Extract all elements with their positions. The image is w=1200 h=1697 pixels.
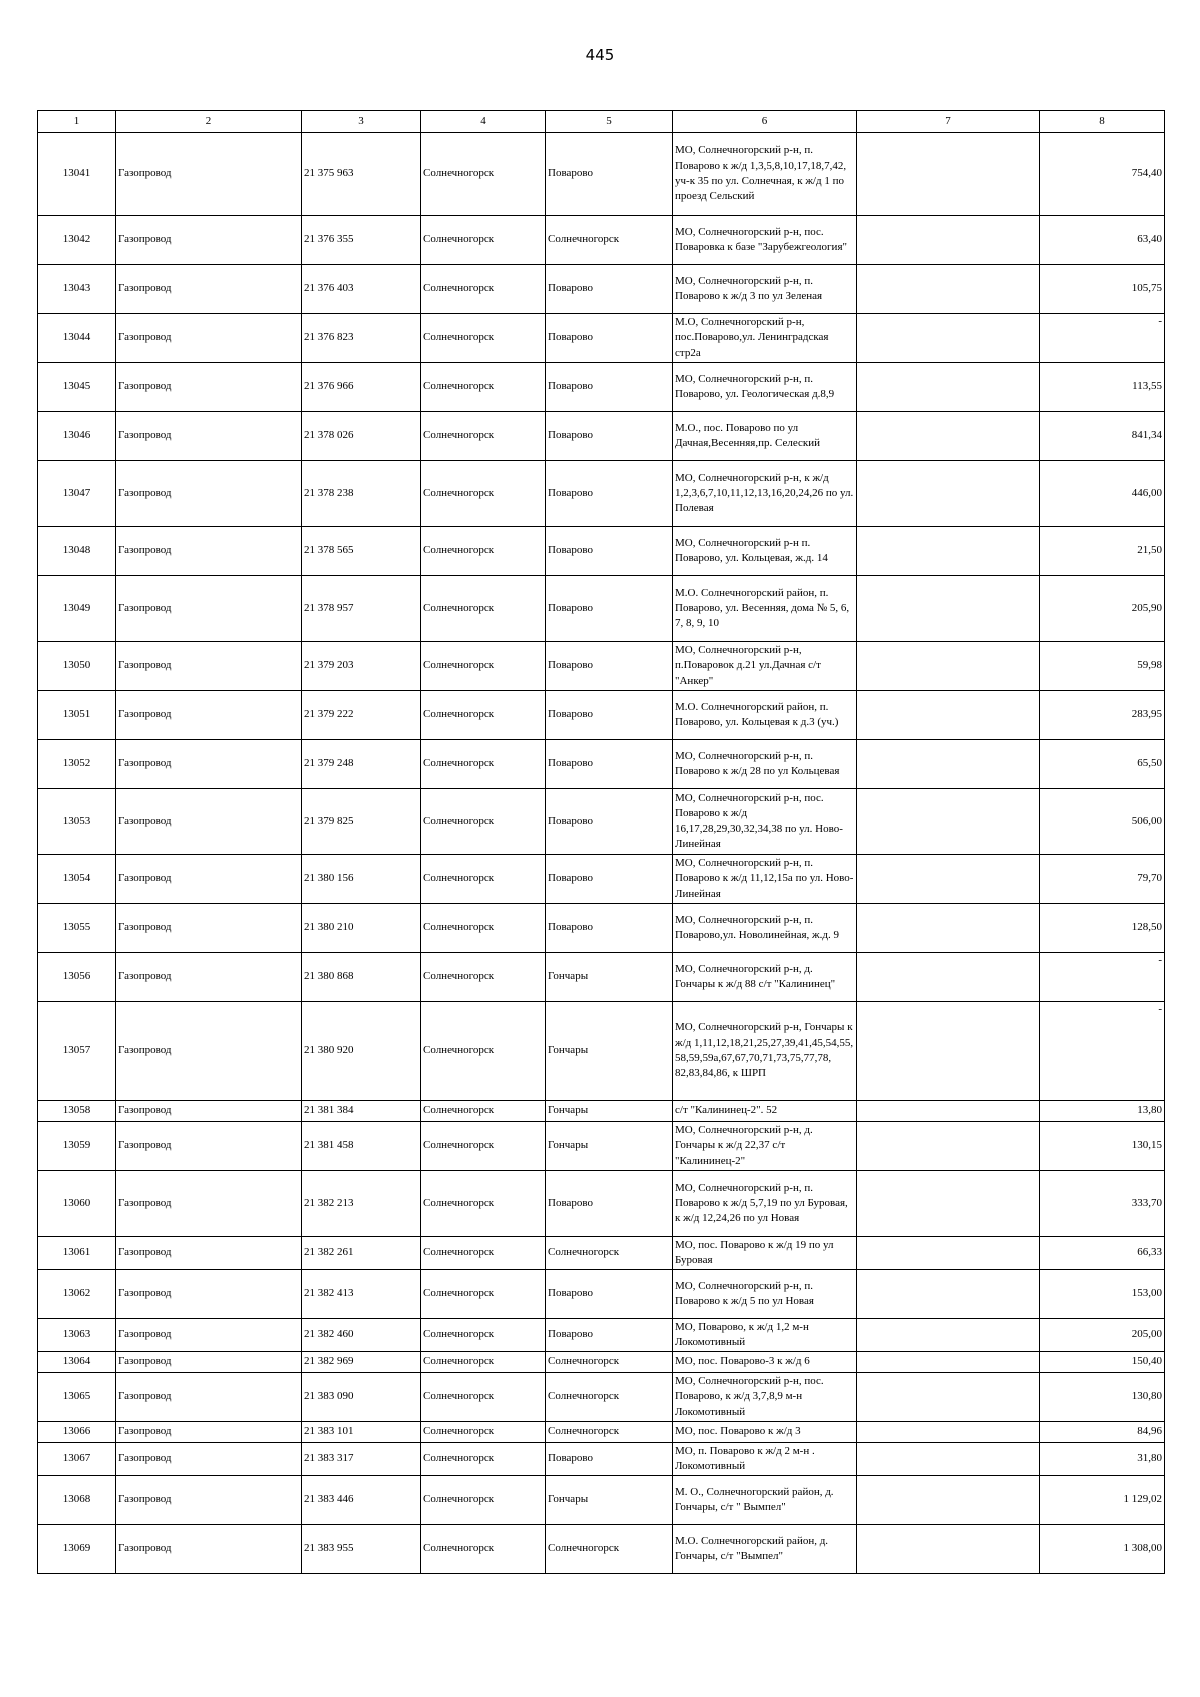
value-cell: 31,80 xyxy=(1040,1443,1165,1476)
locality-cell: Поварово xyxy=(546,314,673,363)
value-cell: 506,00 xyxy=(1040,789,1165,855)
table-row xyxy=(38,1443,1165,1476)
table-row xyxy=(38,789,1165,855)
district-cell: Солнечногорск xyxy=(421,216,546,265)
address-cell: МО, пос. Поварово-3 к ж/д 6 xyxy=(673,1352,857,1373)
locality-cell: Поварово xyxy=(546,855,673,904)
object-code-cell: 21 378 565 xyxy=(302,527,421,576)
column-7-cell xyxy=(857,314,1040,363)
value-cell: 150,40 xyxy=(1040,1352,1165,1373)
value-cell: - xyxy=(1040,1002,1165,1101)
object-code-cell: 21 380 920 xyxy=(302,1002,421,1101)
table-row xyxy=(38,904,1165,953)
column-7-cell xyxy=(857,1002,1040,1101)
object-type-cell: Газопровод xyxy=(116,265,302,314)
district-cell: Солнечногорск xyxy=(421,1352,546,1373)
locality-cell: Солнечногорск xyxy=(546,1352,673,1373)
object-type-cell: Газопровод xyxy=(116,1352,302,1373)
table-row xyxy=(38,691,1165,740)
district-cell: Солнечногорск xyxy=(421,461,546,527)
locality-cell: Поварово xyxy=(546,527,673,576)
locality-cell: Поварово xyxy=(546,363,673,412)
column-7-cell xyxy=(857,1525,1040,1574)
object-type-cell: Газопровод xyxy=(116,133,302,216)
page-number: 445 xyxy=(585,46,615,64)
row-number-cell: 13046 xyxy=(38,412,116,461)
locality-cell: Поварово xyxy=(546,789,673,855)
row-number-cell: 13041 xyxy=(38,133,116,216)
object-type-cell: Газопровод xyxy=(116,461,302,527)
value-cell: 79,70 xyxy=(1040,855,1165,904)
column-header: 3 xyxy=(302,111,421,133)
object-code-cell: 21 382 460 xyxy=(302,1319,421,1352)
column-7-cell xyxy=(857,363,1040,412)
value-cell: 283,95 xyxy=(1040,691,1165,740)
column-7-cell xyxy=(857,1373,1040,1422)
district-cell: Солнечногорск xyxy=(421,1237,546,1270)
district-cell: Солнечногорск xyxy=(421,642,546,691)
table-row xyxy=(38,855,1165,904)
address-cell: МО, Солнечногорский р-н, п. Поварово к ж/д 1,3,5,8,10,17,18,7,42, уч-к 35 по ул. Солнечная, к ж/д 1 по проезд Сельский xyxy=(673,133,857,216)
value-cell: - xyxy=(1040,314,1165,363)
row-number-cell: 13048 xyxy=(38,527,116,576)
table-row xyxy=(38,1319,1165,1352)
object-type-cell: Газопровод xyxy=(116,1525,302,1574)
district-cell: Солнечногорск xyxy=(421,1002,546,1101)
row-number-cell: 13052 xyxy=(38,740,116,789)
district-cell: Солнечногорск xyxy=(421,1101,546,1122)
value-cell: 1 308,00 xyxy=(1040,1525,1165,1574)
district-cell: Солнечногорск xyxy=(421,363,546,412)
object-type-cell: Газопровод xyxy=(116,642,302,691)
table-row xyxy=(38,314,1165,363)
locality-cell: Поварово xyxy=(546,265,673,314)
table-row xyxy=(38,1101,1165,1122)
locality-cell: Поварово xyxy=(546,133,673,216)
value-cell: 130,15 xyxy=(1040,1122,1165,1171)
table-row xyxy=(38,216,1165,265)
address-cell: МО, Солнечногорский р-н, п. Поварово,ул. Новолинейная, ж.д. 9 xyxy=(673,904,857,953)
value-cell: 21,50 xyxy=(1040,527,1165,576)
object-code-cell: 21 381 384 xyxy=(302,1101,421,1122)
value-cell: - xyxy=(1040,953,1165,1002)
row-number-cell: 13043 xyxy=(38,265,116,314)
object-type-cell: Газопровод xyxy=(116,904,302,953)
object-code-cell: 21 383 955 xyxy=(302,1525,421,1574)
address-cell: М. О., Солнечногорский район, д. Гончары, с/т " Вымпел" xyxy=(673,1476,857,1525)
value-cell: 153,00 xyxy=(1040,1270,1165,1319)
row-number-cell: 13059 xyxy=(38,1122,116,1171)
column-7-cell xyxy=(857,1319,1040,1352)
object-type-cell: Газопровод xyxy=(116,1443,302,1476)
column-7-cell xyxy=(857,1237,1040,1270)
column-header: 1 xyxy=(38,111,116,133)
row-number-cell: 13053 xyxy=(38,789,116,855)
locality-cell: Гончары xyxy=(546,953,673,1002)
object-code-cell: 21 378 026 xyxy=(302,412,421,461)
district-cell: Солнечногорск xyxy=(421,576,546,642)
address-cell: МО, Солнечногорский р-н, пос. Поварово к ж/д 16,17,28,29,30,32,34,38 по ул. Ново-Линейная xyxy=(673,789,857,855)
locality-cell: Гончары xyxy=(546,1122,673,1171)
column-header: 5 xyxy=(546,111,673,133)
address-cell: с/т "Калининец-2". 52 xyxy=(673,1101,857,1122)
district-cell: Солнечногорск xyxy=(421,1443,546,1476)
row-number-cell: 13055 xyxy=(38,904,116,953)
row-number-cell: 13065 xyxy=(38,1373,116,1422)
locality-cell: Поварово xyxy=(546,904,673,953)
column-7-cell xyxy=(857,904,1040,953)
object-type-cell: Газопровод xyxy=(116,1002,302,1101)
row-number-cell: 13047 xyxy=(38,461,116,527)
locality-cell: Поварово xyxy=(546,1270,673,1319)
value-cell: 205,90 xyxy=(1040,576,1165,642)
column-7-cell xyxy=(857,1422,1040,1443)
object-code-cell: 21 379 222 xyxy=(302,691,421,740)
locality-cell: Гончары xyxy=(546,1101,673,1122)
value-cell: 63,40 xyxy=(1040,216,1165,265)
address-cell: М.О., пос. Поварово по ул Дачная,Весенняя,пр. Селеский xyxy=(673,412,857,461)
object-type-cell: Газопровод xyxy=(116,412,302,461)
object-type-cell: Газопровод xyxy=(116,691,302,740)
row-number-cell: 13062 xyxy=(38,1270,116,1319)
object-code-cell: 21 376 823 xyxy=(302,314,421,363)
district-cell: Солнечногорск xyxy=(421,527,546,576)
table-row xyxy=(38,527,1165,576)
district-cell: Солнечногорск xyxy=(421,133,546,216)
value-cell: 59,98 xyxy=(1040,642,1165,691)
object-type-cell: Газопровод xyxy=(116,1373,302,1422)
column-7-cell xyxy=(857,576,1040,642)
address-cell: МО, Солнечногорский р-н, п. Поварово к ж/д 3 по ул Зеленая xyxy=(673,265,857,314)
column-7-cell xyxy=(857,1171,1040,1237)
table-row xyxy=(38,1171,1165,1237)
object-type-cell: Газопровод xyxy=(116,1476,302,1525)
header-row xyxy=(38,111,1165,133)
column-7-cell xyxy=(857,953,1040,1002)
address-cell: МО, Поварово, к ж/д 1,2 м-н Локомотивный xyxy=(673,1319,857,1352)
locality-cell: Поварово xyxy=(546,1443,673,1476)
locality-cell: Поварово xyxy=(546,740,673,789)
column-header: 7 xyxy=(857,111,1040,133)
locality-cell: Гончары xyxy=(546,1002,673,1101)
address-cell: МО, п. Поварово к ж/д 2 м-н . Локомотивный xyxy=(673,1443,857,1476)
object-code-cell: 21 383 101 xyxy=(302,1422,421,1443)
district-cell: Солнечногорск xyxy=(421,1171,546,1237)
district-cell: Солнечногорск xyxy=(421,1319,546,1352)
column-7-cell xyxy=(857,265,1040,314)
object-code-cell: 21 382 213 xyxy=(302,1171,421,1237)
locality-cell: Поварово xyxy=(546,691,673,740)
address-cell: МО, Солнечногорский р-н, д. Гончары к ж/д 22,37 с/т "Калининец-2" xyxy=(673,1122,857,1171)
object-type-cell: Газопровод xyxy=(116,953,302,1002)
locality-cell: Солнечногорск xyxy=(546,1237,673,1270)
value-cell: 130,80 xyxy=(1040,1373,1165,1422)
table-row xyxy=(38,133,1165,216)
column-7-cell xyxy=(857,1443,1040,1476)
district-cell: Солнечногорск xyxy=(421,1525,546,1574)
address-cell: МО, Солнечногорский р-н, д. Гончары к ж/д 88 с/т "Калининец" xyxy=(673,953,857,1002)
object-code-cell: 21 379 825 xyxy=(302,789,421,855)
registry-table xyxy=(37,110,1165,1574)
table-row xyxy=(38,740,1165,789)
row-number-cell: 13044 xyxy=(38,314,116,363)
column-7-cell xyxy=(857,1122,1040,1171)
locality-cell: Солнечногорск xyxy=(546,1422,673,1443)
row-number-cell: 13068 xyxy=(38,1476,116,1525)
value-cell: 13,80 xyxy=(1040,1101,1165,1122)
column-7-cell xyxy=(857,691,1040,740)
district-cell: Солнечногорск xyxy=(421,855,546,904)
address-cell: МО, Солнечногорский р-н п. Поварово, ул. Кольцевая, ж.д. 14 xyxy=(673,527,857,576)
column-7-cell xyxy=(857,133,1040,216)
address-cell: МО, Солнечногорский р-н, п. Поварово к ж/д 5 по ул Новая xyxy=(673,1270,857,1319)
column-7-cell xyxy=(857,1101,1040,1122)
value-cell: 105,75 xyxy=(1040,265,1165,314)
object-code-cell: 21 376 403 xyxy=(302,265,421,314)
value-cell: 1 129,02 xyxy=(1040,1476,1165,1525)
address-cell: М.О. Солнечногорский район, п. Поварово, ул. Кольцевая к д.3 (уч.) xyxy=(673,691,857,740)
object-type-cell: Газопровод xyxy=(116,1319,302,1352)
locality-cell: Солнечногорск xyxy=(546,1525,673,1574)
object-code-cell: 21 382 261 xyxy=(302,1237,421,1270)
locality-cell: Поварово xyxy=(546,1319,673,1352)
district-cell: Солнечногорск xyxy=(421,691,546,740)
object-code-cell: 21 380 156 xyxy=(302,855,421,904)
object-code-cell: 21 378 238 xyxy=(302,461,421,527)
locality-cell: Поварово xyxy=(546,576,673,642)
row-number-cell: 13056 xyxy=(38,953,116,1002)
object-type-cell: Газопровод xyxy=(116,576,302,642)
object-code-cell: 21 383 090 xyxy=(302,1373,421,1422)
row-number-cell: 13050 xyxy=(38,642,116,691)
district-cell: Солнечногорск xyxy=(421,1122,546,1171)
value-cell: 84,96 xyxy=(1040,1422,1165,1443)
value-cell: 754,40 xyxy=(1040,133,1165,216)
object-code-cell: 21 381 458 xyxy=(302,1122,421,1171)
column-7-cell xyxy=(857,642,1040,691)
address-cell: МО, Солнечногорский р-н, п. Поварово к ж/д 28 по ул Кольцевая xyxy=(673,740,857,789)
object-type-cell: Газопровод xyxy=(116,1122,302,1171)
district-cell: Солнечногорск xyxy=(421,265,546,314)
object-code-cell: 21 376 355 xyxy=(302,216,421,265)
column-7-cell xyxy=(857,527,1040,576)
object-type-cell: Газопровод xyxy=(116,740,302,789)
table-row xyxy=(38,1352,1165,1373)
column-7-cell xyxy=(857,1476,1040,1525)
column-7-cell xyxy=(857,855,1040,904)
row-number-cell: 13054 xyxy=(38,855,116,904)
address-cell: МО, Солнечногорский р-н, п. Поварово, ул. Геологическая д.8,9 xyxy=(673,363,857,412)
locality-cell: Поварово xyxy=(546,642,673,691)
table-row xyxy=(38,461,1165,527)
address-cell: МО, пос. Поварово к ж/д 3 xyxy=(673,1422,857,1443)
row-number-cell: 13045 xyxy=(38,363,116,412)
column-7-cell xyxy=(857,1270,1040,1319)
object-code-cell: 21 382 969 xyxy=(302,1352,421,1373)
row-number-cell: 13066 xyxy=(38,1422,116,1443)
locality-cell: Гончары xyxy=(546,1476,673,1525)
district-cell: Солнечногорск xyxy=(421,1422,546,1443)
object-type-cell: Газопровод xyxy=(116,216,302,265)
column-7-cell xyxy=(857,1352,1040,1373)
address-cell: МО, Солнечногорский р-н, пос. Поваровка к базе "Зарубежгеология" xyxy=(673,216,857,265)
address-cell: МО, Солнечногорский р-н, пос. Поварово, к ж/д 3,7,8,9 м-н Локомотивный xyxy=(673,1373,857,1422)
table-row xyxy=(38,1373,1165,1422)
row-number-cell: 13051 xyxy=(38,691,116,740)
object-type-cell: Газопровод xyxy=(116,855,302,904)
row-number-cell: 13061 xyxy=(38,1237,116,1270)
column-header: 2 xyxy=(116,111,302,133)
district-cell: Солнечногорск xyxy=(421,1373,546,1422)
row-number-cell: 13060 xyxy=(38,1171,116,1237)
value-cell: 113,55 xyxy=(1040,363,1165,412)
locality-cell: Поварово xyxy=(546,1171,673,1237)
value-cell: 333,70 xyxy=(1040,1171,1165,1237)
value-cell: 841,34 xyxy=(1040,412,1165,461)
table-row xyxy=(38,1237,1165,1270)
table-row xyxy=(38,1476,1165,1525)
column-header: 6 xyxy=(673,111,857,133)
value-cell: 66,33 xyxy=(1040,1237,1165,1270)
object-code-cell: 21 379 248 xyxy=(302,740,421,789)
district-cell: Солнечногорск xyxy=(421,904,546,953)
locality-cell: Солнечногорск xyxy=(546,216,673,265)
value-cell: 205,00 xyxy=(1040,1319,1165,1352)
object-type-cell: Газопровод xyxy=(116,314,302,363)
row-number-cell: 13042 xyxy=(38,216,116,265)
object-type-cell: Газопровод xyxy=(116,1101,302,1122)
column-7-cell xyxy=(857,412,1040,461)
object-type-cell: Газопровод xyxy=(116,1171,302,1237)
address-cell: М.О. Солнечногорский район, д. Гончары, с/т "Вымпел" xyxy=(673,1525,857,1574)
table-row xyxy=(38,1270,1165,1319)
table-row xyxy=(38,1422,1165,1443)
value-cell: 446,00 xyxy=(1040,461,1165,527)
address-cell: М.О, Солнечногорский р-н, пос.Поварово,ул. Ленинградская стр2а xyxy=(673,314,857,363)
district-cell: Солнечногорск xyxy=(421,953,546,1002)
address-cell: М.О. Солнечногорский район, п. Поварово, ул. Весенняя, дома № 5, 6, 7, 8, 9, 10 xyxy=(673,576,857,642)
object-type-cell: Газопровод xyxy=(116,363,302,412)
row-number-cell: 13069 xyxy=(38,1525,116,1574)
district-cell: Солнечногорск xyxy=(421,314,546,363)
locality-cell: Солнечногорск xyxy=(546,1373,673,1422)
table-row xyxy=(38,1122,1165,1171)
address-cell: МО, Солнечногорский р-н, Гончары к ж/д 1,11,12,18,21,25,27,39,41,45,54,55, 58,59,59а,67,67,70,71,73,75,77,78, 82,83,84,86, к ШРП xyxy=(673,1002,857,1101)
locality-cell: Поварово xyxy=(546,461,673,527)
object-type-cell: Газопровод xyxy=(116,789,302,855)
table-row xyxy=(38,1525,1165,1574)
table-row xyxy=(38,642,1165,691)
object-code-cell: 21 383 446 xyxy=(302,1476,421,1525)
column-header: 4 xyxy=(421,111,546,133)
object-type-cell: Газопровод xyxy=(116,1422,302,1443)
column-7-cell xyxy=(857,216,1040,265)
column-7-cell xyxy=(857,461,1040,527)
district-cell: Солнечногорск xyxy=(421,412,546,461)
address-cell: МО, Солнечногорский р-н, п.Поваровок д.21 ул.Дачная с/т "Анкер" xyxy=(673,642,857,691)
object-code-cell: 21 380 868 xyxy=(302,953,421,1002)
table-row xyxy=(38,412,1165,461)
object-code-cell: 21 378 957 xyxy=(302,576,421,642)
object-type-cell: Газопровод xyxy=(116,1270,302,1319)
district-cell: Солнечногорск xyxy=(421,740,546,789)
table-row xyxy=(38,576,1165,642)
row-number-cell: 13058 xyxy=(38,1101,116,1122)
object-type-cell: Газопровод xyxy=(116,1237,302,1270)
value-cell: 128,50 xyxy=(1040,904,1165,953)
table-row xyxy=(38,953,1165,1002)
object-code-cell: 21 376 966 xyxy=(302,363,421,412)
column-header: 8 xyxy=(1040,111,1165,133)
value-cell: 65,50 xyxy=(1040,740,1165,789)
column-7-cell xyxy=(857,789,1040,855)
column-7-cell xyxy=(857,740,1040,789)
row-number-cell: 13064 xyxy=(38,1352,116,1373)
row-number-cell: 13057 xyxy=(38,1002,116,1101)
table-row xyxy=(38,363,1165,412)
object-code-cell: 21 379 203 xyxy=(302,642,421,691)
object-type-cell: Газопровод xyxy=(116,527,302,576)
district-cell: Солнечногорск xyxy=(421,1270,546,1319)
row-number-cell: 13067 xyxy=(38,1443,116,1476)
object-code-cell: 21 380 210 xyxy=(302,904,421,953)
district-cell: Солнечногорск xyxy=(421,1476,546,1525)
object-code-cell: 21 383 317 xyxy=(302,1443,421,1476)
object-code-cell: 21 375 963 xyxy=(302,133,421,216)
address-cell: МО, пос. Поварово к ж/д 19 по ул Буровая xyxy=(673,1237,857,1270)
table-row xyxy=(38,265,1165,314)
object-code-cell: 21 382 413 xyxy=(302,1270,421,1319)
row-number-cell: 13063 xyxy=(38,1319,116,1352)
row-number-cell: 13049 xyxy=(38,576,116,642)
address-cell: МО, Солнечногорский р-н, к ж/д 1,2,3,6,7,10,11,12,13,16,20,24,26 по ул. Полевая xyxy=(673,461,857,527)
address-cell: МО, Солнечногорский р-н, п. Поварово к ж/д 5,7,19 по ул Буровая, к ж/д 12,24,26 по ул Новая xyxy=(673,1171,857,1237)
table-row xyxy=(38,1002,1165,1101)
locality-cell: Поварово xyxy=(546,412,673,461)
district-cell: Солнечногорск xyxy=(421,789,546,855)
address-cell: МО, Солнечногорский р-н, п. Поварово к ж/д 11,12,15а по ул. Ново-Линейная xyxy=(673,855,857,904)
